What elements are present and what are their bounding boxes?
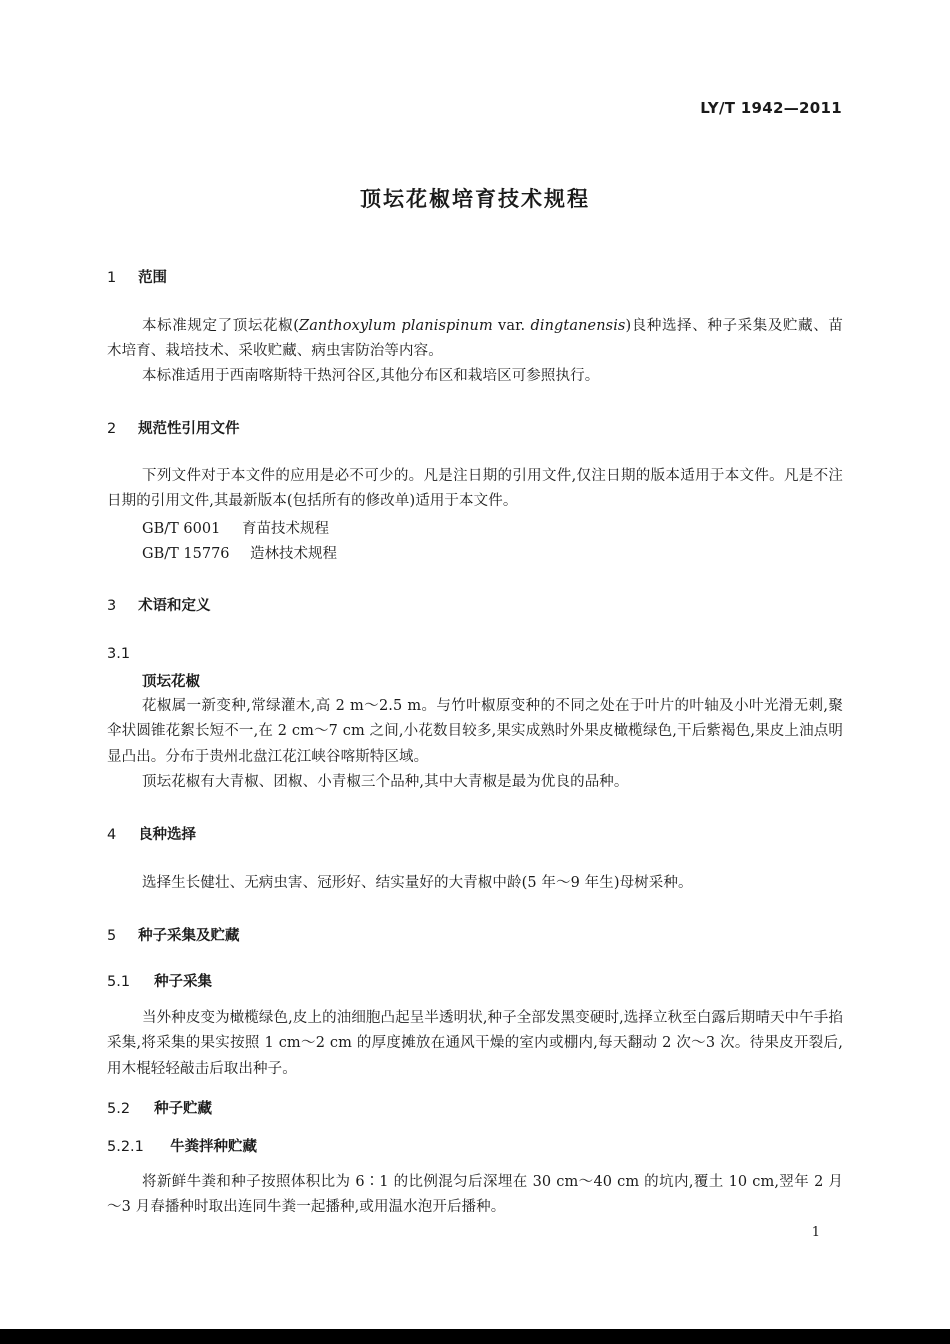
reference-title: 育苗技术规程 xyxy=(242,521,329,537)
section-5-2-heading xyxy=(107,1097,212,1118)
section-number: 5.2.1 xyxy=(107,1139,144,1155)
section-1-heading xyxy=(107,266,167,287)
bottom-edge-bar xyxy=(0,1329,950,1344)
section-title: 种子贮藏 xyxy=(154,1101,213,1117)
section-title: 良种选择 xyxy=(138,827,197,843)
reference-code: GB/T 15776 xyxy=(142,546,230,562)
reference-code: GB/T 6001 xyxy=(142,521,221,537)
section-2-heading xyxy=(107,417,240,438)
collection-paragraph: 当外种皮变为橄榄绿色,皮上的油细胞凸起呈半透明状,种子全部发黑变硬时,选择立秋至白露后期晴天中午手掐采集,将采集的果实按照 1 cm～2 cm 的厚度摊放在通风干燥的室内或棚内,每天翻动 2 次～3 次。待果皮开裂后,用木棍轻轻敲击后取出种子。 xyxy=(107,1010,843,1077)
section-title: 术语和定义 xyxy=(138,598,211,614)
section-3-1-number: 3.1 xyxy=(107,646,131,662)
scope-paragraph-2: 本标准适用于西南喀斯特干热河谷区,其他分布区和栽培区可参照执行。 xyxy=(142,368,600,384)
section-3-heading xyxy=(107,594,211,615)
definition-paragraph-2: 顶坛花椒有大青椒、团椒、小青椒三个品种,其中大青椒是最为优良的品种。 xyxy=(142,774,629,790)
scope-paragraph-1: 本标准规定了顶坛花椒(Zanthoxylum planispinum var. dingtanensis)良种选择、种子采集及贮藏、苗木培育、栽培技术、采收贮藏、病虫害防治等内容。 xyxy=(107,318,843,360)
reference-title: 造林技术规程 xyxy=(250,546,337,562)
section-number: 5.1 xyxy=(107,974,131,990)
section-5-heading xyxy=(107,924,240,945)
section-4-heading xyxy=(107,823,196,844)
definition-paragraph-1: 花椒属一新变种,常绿灌木,高 2 m～2.5 m。与竹叶椒原变种的不同之处在于叶片的叶轴及小叶光滑无刺,聚伞状圆锥花絮长短不一,在 2 cm～7 cm 之间,小花数目较多,果实成熟时外果皮橄榄绿色,干后紫褐色,果皮上油点明显凸出。分布于贵州北盘江花江峡谷喀斯特区域。 xyxy=(107,698,843,765)
section-title: 规范性引用文件 xyxy=(138,421,240,437)
section-number: 5 xyxy=(107,928,117,944)
defined-term: 顶坛花椒 xyxy=(142,674,200,690)
reference-item xyxy=(142,517,329,538)
storage-paragraph: 将新鲜牛粪和种子按照体积比为 6∶1 的比例混匀后深埋在 30 cm～40 cm 的坑内,覆土 10 cm,翌年 2 月～3 月春播种时取出连同牛粪一起播种,或用温水泡开后播种。 xyxy=(107,1174,843,1216)
document-title: 顶坛花椒培育技术规程 xyxy=(360,187,590,211)
section-number: 1 xyxy=(107,270,117,286)
section-title: 种子采集及贮藏 xyxy=(138,928,240,944)
section-number: 3 xyxy=(107,598,117,614)
standard-code: LY/T 1942—2011 xyxy=(700,99,842,117)
references-intro: 下列文件对于本文件的应用是必不可少的。凡是注日期的引用文件,仅注日期的版本适用于本文件。凡是不注日期的引用文件,其最新版本(包括所有的修改单)适用于本文件。 xyxy=(107,468,843,510)
page-number: 1 xyxy=(811,1225,820,1240)
section-number: 2 xyxy=(107,421,117,437)
section-title: 范围 xyxy=(138,270,168,286)
reference-item xyxy=(142,542,337,563)
section-number: 4 xyxy=(107,827,117,843)
latin-variety: dingtanensis xyxy=(530,318,626,334)
latin-name: Zanthoxylum planispinum xyxy=(299,318,493,334)
section-title: 种子采集 xyxy=(154,974,213,990)
section-5-2-1-heading xyxy=(107,1135,257,1156)
selection-paragraph: 选择生长健壮、无病虫害、冠形好、结实量好的大青椒中龄(5 年～9 年生)母树采种。 xyxy=(142,875,693,891)
section-5-1-heading xyxy=(107,970,212,991)
section-title: 牛粪拌种贮藏 xyxy=(170,1139,258,1155)
section-number: 5.2 xyxy=(107,1101,131,1117)
